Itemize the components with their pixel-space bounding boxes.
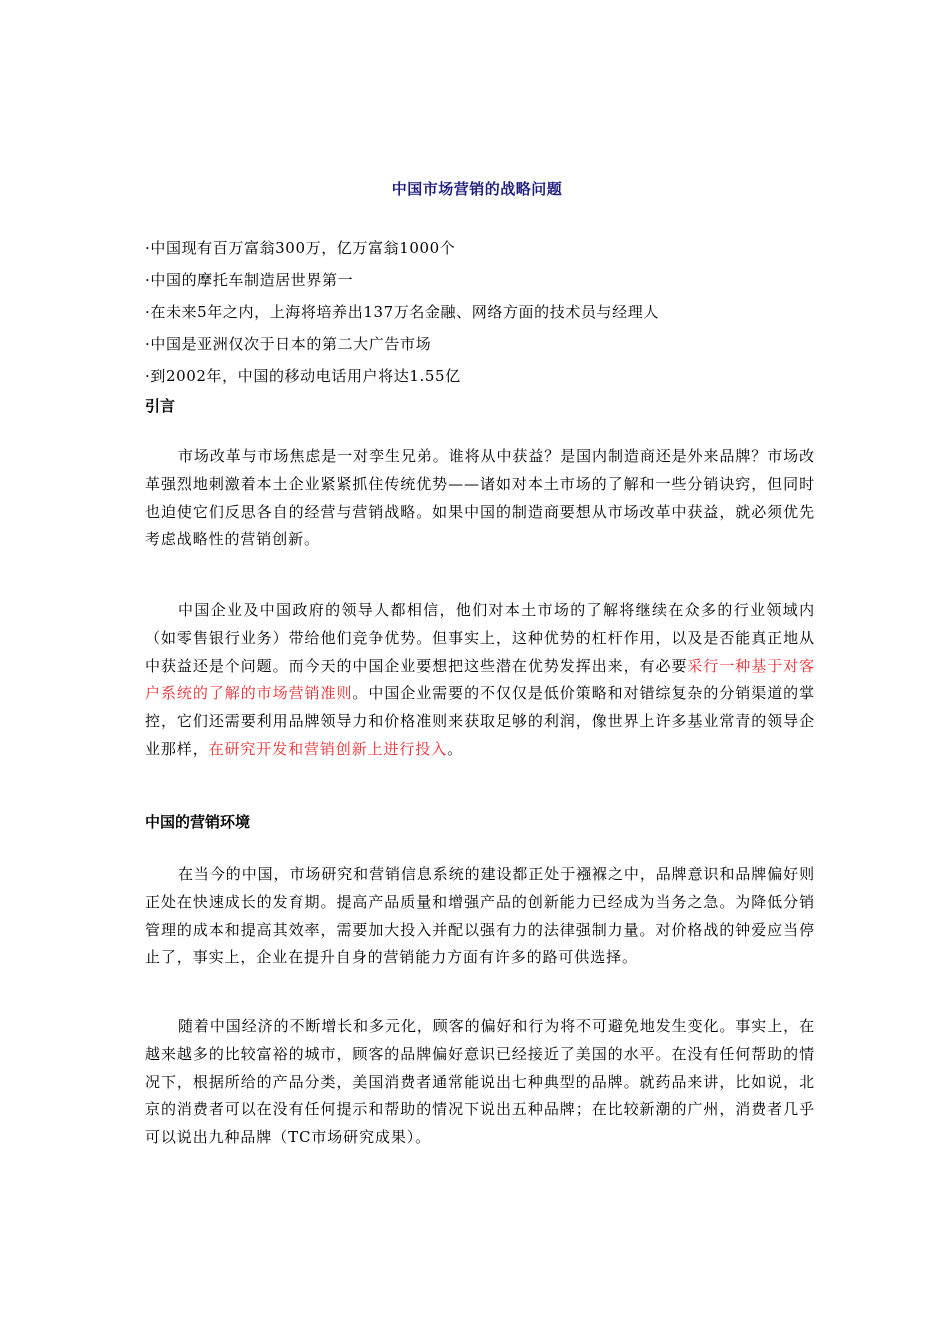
section-heading-intro: 引言 [145, 397, 176, 415]
intro-paragraph-2 [145, 597, 815, 764]
environment-paragraph-1: 在当今的中国，市场研究和营销信息系统的建设都正处于襁褓之中，品牌意识和品牌偏好则正处在快速成长的发育期。提高产品质量和增强产品的创新能力已经成为当务之急。为降低分销管理的成本和提高其效率，需要加大投入并配以强有力的法律强制力量。对价格战的钟爱应当停止了，事实上，企业在提升自身的营销能力方面有许多的路可供选择。 [145, 865, 815, 967]
paragraph-text: 中国企业及中国政府的领导人都相信，他们对本土市场的了解将继续在众多的行业领域内（如零售银行业务）带给他们竞争优势。但事实上，这种优势的杠杆作用，以及是否能真正地从中获益还是个问题。而今天的中国企业要想把这些潜在优势发挥出来，有必要 [145, 601, 815, 675]
intro-paragraph-1: 市场改革与市场焦虑是一对孪生兄弟。谁将从中获益？是国内制造商还是外来品牌？市场改革强烈地刺激着本土企业紧紧抓住传统优势——诸如对本土市场的了解和一些分销诀窍，但同时也迫使它们反思各自的经营与营销战略。如果中国的制造商要想从市场改革中获益，就必须优先考虑战略性的营销创新。 [145, 447, 815, 549]
fact-item: ·在未来5年之内，上海将培养出137万名金融、网络方面的技术员与经理人 [145, 303, 659, 321]
fact-item: ·中国是亚洲仅次于日本的第二大广告市场 [145, 335, 432, 353]
paragraph-text: 。 [447, 739, 464, 758]
fact-list [145, 232, 815, 392]
environment-paragraph-2: 随着中国经济的不断增长和多元化，顾客的偏好和行为将不可避免地发生变化。事实上，在越来越多的比较富裕的城市，顾客的品牌偏好意识已经接近了美国的水平。在没有任何帮助的情况下，根据所给的产品分类，美国消费者通常能说出七种典型的品牌。就药品来讲，比如说，北京的消费者可以在没有任何提示和帮助的情况下说出五种品牌；在比较新潮的广州，消费者几乎可以说出九种品牌（TC市场研究成果）。 [145, 1017, 815, 1147]
section-heading-environment: 中国的营销环境 [145, 813, 251, 831]
paragraph-text: 。中国企业需要的不仅仅是低价策略和对错综复杂的分销渠道的掌控，它们还需要利用品牌领导力和价格准则来获取足够的利润，像世界上许多基业常青的领导企业那样， [145, 684, 816, 758]
document-page [145, 0, 815, 1344]
fact-item: ·中国现有百万富翁300万，亿万富翁1000个 [145, 239, 456, 257]
highlighted-text: 在研究开发和营销创新上进行投入 [208, 739, 448, 758]
document-title: 中国市场营销的战略问题 [391, 180, 563, 198]
highlighted-text: 采行一种基于对客户系统的了解的市场营销准则 [145, 656, 815, 703]
fact-item: ·到2002年，中国的移动电话用户将达1.55亿 [145, 367, 461, 385]
fact-item: ·中国的摩托车制造居世界第一 [145, 271, 354, 289]
